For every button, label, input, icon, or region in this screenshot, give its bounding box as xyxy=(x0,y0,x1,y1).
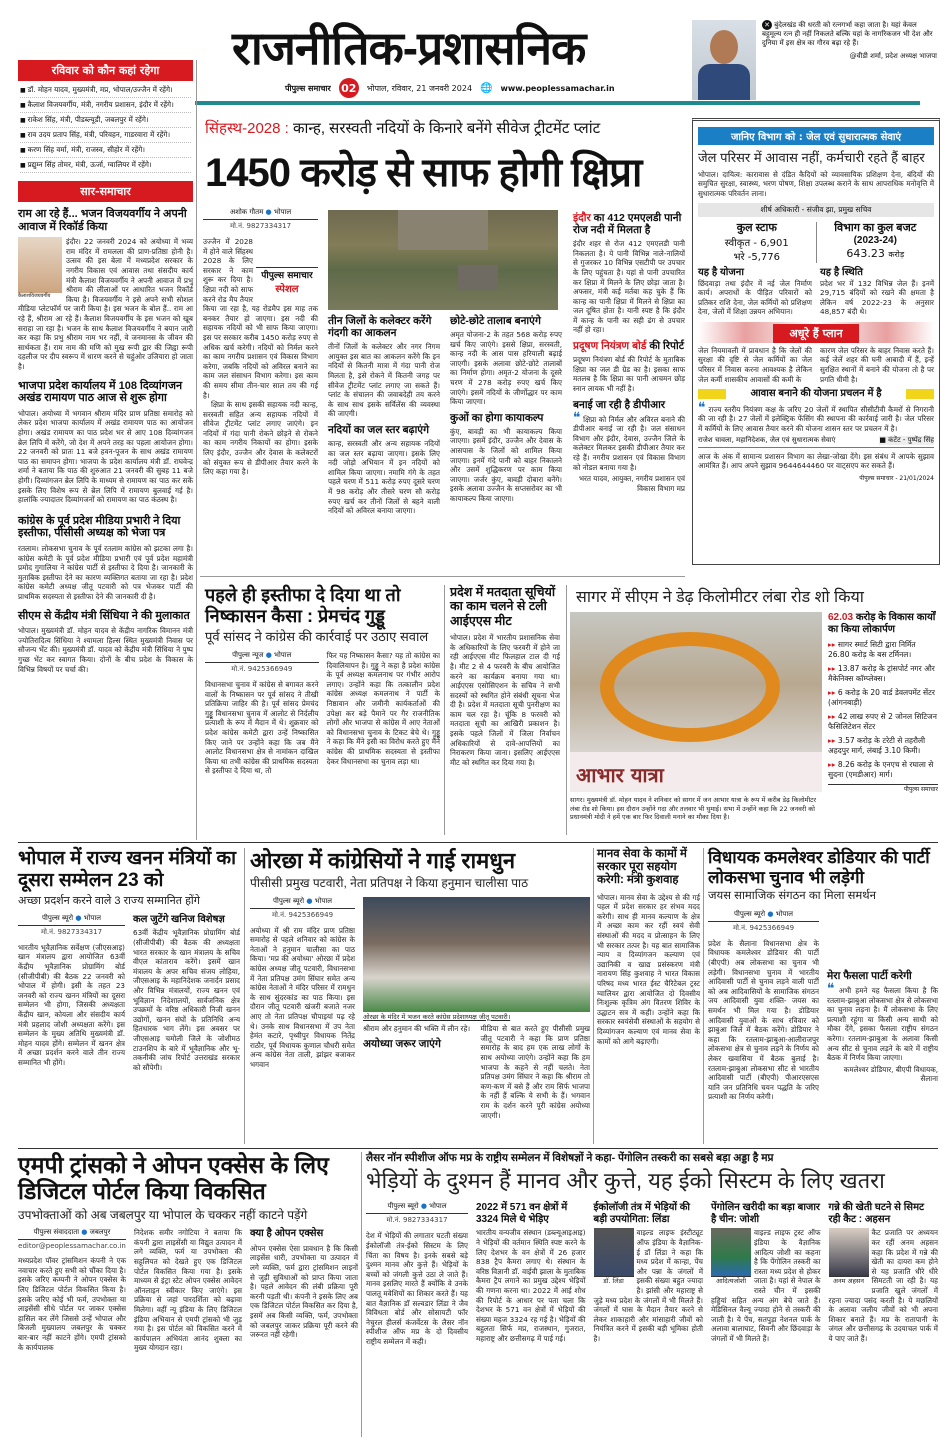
kailash-photo: कैलाशविजयवर्गीय xyxy=(18,237,62,299)
masthead-strip xyxy=(285,78,615,98)
sagar-list xyxy=(828,612,938,793)
article-body: भोपाल। अयोध्या में भगवान श्रीराम मंदिर प्राण प्रतिष्ठा समारोह को लेकर प्रदेश भाजपा कार्यालय में अखंड रामायण पाठ का आयोजन होगा। अखंड रामायण का पाठ प्रदेश भर से आए 108 दिव्यांगजन ब्रेल लिपि में करेंगे, जो देश में अपने तरह का पहला आयोजन होगा। 22 जनवरी को प्रातः 11 बजे हवन-पूजन के साथ अखंड रामायण पाठ का समापन होगा। भाजपा के प्रदेश कार्यालय मंत्री डॉ. राघवेन्द्र शर्मा ने बताया कि पाठ की शुरुआत 21 जनवरी की सुबह 11 बजे होगी। दिव्यांगजन ब्रेल लिपि के माध्यम से रामायण का पाठ कर सकें इसके लिए विशेष रूप से ब्रेल लिपि में रामायण बुलवाई गई है। हालांकि ज्यादातर दिव्यांगजनों को रामायण का पाठ कंठस्थ है। xyxy=(18,408,193,505)
article-body: निदेशक समीर नगोटिया ने बताया कि कंपनी द्वारा लाइसेंसी या विद्युत उत्पादन में लगे व्यक्ति, फर्म या उपभोक्ता की सहूलियत को देखते हुए एक डिजिटल पोर्टल विकसित किया गया है। इसके माध्यम से इंट्रा स्टेट ओपन एक्सेस आवेदन ऑनलाइन स्वीकार किए जाएंगे। इस प्रक्रिया से जहां पारदर्शिता को बढ़ावा मिलेगा। वहीं न्यू इंडिया के लिए डिजिटल इंडिया अभियान से एमपी ट्रांसको भी जुड़ गया है। इस पोर्टल को विकसित करने में कार्यपालन अभियंता आनंद शुक्ला का मुख्य योगदान रहा। xyxy=(134,1228,242,1353)
dept-intro: भोपाल। दायित्व: कारावास से दंडित कैदियों को व्यावसायिक प्रशिक्षण देना, बंदियों की समुचित सुरक्षा, स्वास्थ्य, भरण पोषण, शिक्षा उपलब्ध कराने के साथ आपराधिक मनोवृत्ति में सुधारात्मक परिवर्तन लाना। xyxy=(698,169,934,198)
subsection-heading: यह है स्थिति xyxy=(820,267,863,279)
article-body: रतलाम। लोकसभा चुनाव के पूर्व रतलाम कांग्रेस को झटका लगा है। कांग्रेस कमेटी के पूर्व प्रदेश मीडिया प्रभारी एवं पूर्व प्रदेश महामंत्री प्रमोद गुगालिया ने कांग्रेस पार्टी से इस्तीफा दे दिया है। जानकारी के मुताबिक इस्तीफा देने का कारण व्यक्तिगत बताया जा रहा है। प्रदेश कांग्रेस कमेटी अध्यक्ष जीतू पटवारी को पत्र भेजकर पार्टी की प्राथमिक सदस्यता से इस्तीफा देने की जानकारी दी है। xyxy=(18,544,193,602)
byline: पीपुल्स ब्यूरो ● भोपाल xyxy=(366,1202,468,1214)
subsection-heading: कुओं का होगा कायाकल्प xyxy=(450,411,544,424)
dept-headline: जेल परिसर में आवास नहीं, कर्मचारी रहते हैं बाहर xyxy=(698,150,925,165)
subsection-heading: गन्ने की खेती घटने से सिमट रही कैट : अहसन xyxy=(828,1202,925,1225)
banner-text: आभार यात्रा xyxy=(576,763,664,787)
premchand-story xyxy=(205,585,440,776)
column-divider xyxy=(566,585,567,835)
list-item: ▸▸ 42 लाख रुपए से 2 जोनल सिटिजन फैसिलिटेशन सेंटर xyxy=(828,712,938,732)
article-headline: राम आ रहे हैं... भजन विजयवर्गीय ने अपनी आवाज में रिकॉर्ड किया xyxy=(18,208,187,233)
article-body: इंदौर शहर से रोज 412 एमएलडी पानी निकलता है। ये पानी विभिन्न नाले-नालियों से गुजरकर 10 विभिन्न एसटीपी पर उपचार के लिए पहुंचता है। यहां से पानी उपचारित कर क्षिप्रा में मिलने के लिए छोड़ा जाता है। अफसर, मंत्री कई मर्तबा कह चुके हैं कि कान्ह का पानी क्षिप्रा में मिलने से क्षिप्रा का जल दूषित होता है। यानी स्पष्ट है कि इंदौर में कान्ह के पानी का सही ढंग से उपचार नहीं हो रहा। xyxy=(573,239,685,335)
article-body: कारण जेल परिसर के बाहर निवास करते हैं। कई जेलें शहर की घनी आबादी में हैं, इन्हें सुरक्षित स्थानों में बनाने की योजना तो है पर प्रगति धीमी है। xyxy=(820,345,934,384)
page-number: 02 xyxy=(339,78,359,98)
byline: पीपुल्स ब्यूरो ● भोपाल xyxy=(18,914,125,926)
quote-icon: ❝ xyxy=(573,409,581,426)
article-body: अमृत योजना-2 के तहत 568 करोड़ रुपए खर्च किए जाएंगे। इससे क्षिप्रा, सरस्वती, कान्ह नदी के आस पास हरियाली बढ़ाई जाएगी। इसके अलावा छोटे-छोटे तालाबों का निर्माण होगा। अमृत-2 योजना के दूसरे चरण में 278 करोड़ रुपए खर्च किए जाएंगे। इसमें नदियों के जीर्णोद्धार पर काम किया जाएगा। xyxy=(450,330,562,407)
budget-stat: विभाग का कुल बजट (2023-24) 643.23 करोड़ xyxy=(834,222,917,260)
column-divider xyxy=(361,1152,362,1437)
subsection-heading: बनाई जा रही है डीपीआर xyxy=(573,398,666,411)
lead-col-3 xyxy=(450,315,562,504)
voter-story xyxy=(450,585,560,767)
article-subhead: जयस सामाजिक संगठन का मिला समर्थन xyxy=(708,890,877,903)
article-body: प्रदेश भर में 132 विभिन्न जेल हैं। इनमें 29,715 बंदियों को रखने की क्षमता है लेकिन वर्ष 2022-23 के अनुसार 48,857 बंदी थे। xyxy=(820,278,934,317)
x-icon: ✕ xyxy=(762,20,772,30)
subsection-heading: कल जुटेंगे खनिज विशेषज्ञ xyxy=(133,913,225,925)
mobile-number: मो.नं. 9827334317 xyxy=(40,927,103,936)
dept-banner: जानिए विभाग को : जेल एवं सुधारात्मक सेवाएं xyxy=(698,127,934,145)
byline: पीपुल्स न्यूज ● भोपाल xyxy=(205,651,319,663)
shipra-river-photo xyxy=(328,210,558,310)
quote-icon: ❝ xyxy=(698,399,706,416)
subsection-heading: 2022 में 571 वन क्षेत्रों में 3324 मिले थे भेड़िए xyxy=(476,1202,568,1225)
masthead-rule xyxy=(195,101,920,105)
article-body: वाइल्ड लाइफ ट्रस्ट ऑफ इंडिया के वैज्ञानिक आदित्य जोशी का कहना है कि पेंगोलिन तस्करी का रास्ता मध्य प्रदेश से होकर जाता है। यहां से नेपाल के रास्ते चीन में इसकी हड्डियां सहित अन्य अंग बेचे जाते हैं। मेडिसिनल वैल्यू ज्यादा होने से तस्करी की जाती है। ये पेंच, सतपुड़ा नेशनल पार्क के अलावा बालाघाट, सिवनी और छिंदवाड़ा के जंगलों में भी मिलते हैं। xyxy=(711,1228,821,1343)
section-title: राजनीतिक-प्रशासनिक xyxy=(232,22,586,74)
article-body: मीडिया से बात करते हुए पीसीसी प्रमुख जीतू पटवारी ने कहा कि प्राण प्रतिष्ठा समारोह के बाद हम एक लाख लोगों के साथ अयोध्या जाएंगे। उन्होंने कहा कि हम भाजपा के कहने से नहीं चलते। नेता प्रतिपक्ष उमंग सिंघार ने कहा कि श्रीराम तो कण-कण में बसे हैं और राम सिर्फ भाजपा के नहीं हैं बल्कि ये सभी के हैं। भगवान राम के दर्शन करने पूरी कांग्रेस अयोध्या जाएगी। xyxy=(480,1024,590,1120)
list-heading: 62.03 करोड़ के विकास कार्यों का किया लोकार्पण xyxy=(828,612,936,635)
roadshow-caption: सागर। मुख्यमंत्री डॉ. मोहन यादव ने शनिवार को सागर में जन आभार यात्रा के रूप में करीब डेढ़ किलोमीटर लंबा रोड शो किया। इस दौरान उन्होंने गदा और तलवार भी घुमाई। सभा में उन्होंने कहा कि 22 जनवरी को प्रधानमंत्री मोदी ने हमें एक बार फिर दिवाली मनाने का मौका दिया है। xyxy=(570,796,817,821)
column-divider xyxy=(196,60,197,840)
article-body: भोपाल। मुख्यमंत्री डॉ. मोहन यादव से केंद्रीय नागरिक विमानन मंत्री ज्योतिरादित्य सिंधिया ने श्यामला हिल्स स्थित मुख्यमंत्री निवास पर सौजन्य भेंट की। मुख्यमंत्री डॉ. यादव को केंद्रीय मंत्री सिंधिया ने पुष्प गुच्छ भेंट कर स्वागत किया। दोनों के बीच प्रदेश के विकास के विभिन्न विषयों पर चर्चा की। xyxy=(18,626,193,674)
article-headline: कांग्रेस के पूर्व प्रदेश मीडिया प्रभारी ने दिया इस्तीफा, पीसीसी अध्यक्ष को भेजा पत्र xyxy=(18,514,181,540)
transco-story xyxy=(18,1152,358,1353)
lead-col-4 xyxy=(573,212,685,493)
dodiyar-story xyxy=(708,848,938,1135)
article-headline: एमपी ट्रांसको ने ओपन एक्सेस के लिए डिजिटल पोर्टल किया विकसित xyxy=(18,1152,329,1205)
column-divider xyxy=(244,848,245,1144)
quote: ❝ राज्य स्तरीय नियंत्रण कक्ष के जरिए 20 जेलों में स्थापित सीसीटीवी कैमरों से निगरानी की जा रही है। 27 जेलों में इलेक्ट्रिक फेंसिंग की स्थापना की कार्रवाई जारी है। जेल परिसर में कर्मियों के लिए आवास तैयार करने की योजना शासन स्तर पर प्रचलन में है। xyxy=(698,399,934,433)
list-item: ▸▸ सागर स्मार्ट सिटी द्वारा निर्मित 26.80 करोड़ के बस टर्मिनल। xyxy=(828,640,938,660)
subsection-heading: अयोध्या जरूर जाएंगे xyxy=(363,1037,441,1050)
linda-photo: डॉ. लिंडा xyxy=(594,1228,634,1286)
email-link[interactable]: editor@peoplessamachar.co.in xyxy=(18,1242,126,1251)
list-item: ■ राकेश सिंह, मंत्री, पीडब्ल्यूडी, जबलपुर में रहेंगे। xyxy=(20,113,191,128)
column-divider xyxy=(593,848,594,1144)
article-headline: प्रदेश में मतदाता सूचियों का काम चलने से टली आईएएस मीट xyxy=(450,585,556,628)
incomplete-plans-label: अधूरे हैं प्लान xyxy=(773,324,858,343)
list-item: ■ डॉ. मोहन यादव, मुख्यमंत्री, मप्र, भोपाल/उज्जैन में रहेंगे। xyxy=(20,83,191,98)
list-item: ■ करण सिंह वर्मा, मंत्री, राजस्व, सीहोर में रहेंगे। xyxy=(20,143,191,158)
article-kicker: लैसर नॉन स्पीशीज ऑफ मप्र के राष्ट्रीय सम्मेलन में विशेषज्ञों ने कहा- पेंगोलिन तस्करी का सबसे बड़ा अड्डा है मप्र xyxy=(366,1152,774,1164)
subsection-heading: नदियों का जल स्तर बढ़ाएंगे xyxy=(328,423,430,436)
article-subhead: अच्छा प्रदर्शन करने वाले 3 राज्य सम्मानित होंगे xyxy=(18,894,200,907)
article-body: प्रदूषण नियंत्रण बोर्ड की रिपोर्ट के मुताबिक क्षिप्रा का जल डी ग्रेड का है। इसका साफ मतलब है कि क्षिप्रा का पानी आचमन छोड़ स्नान लायक भी नहीं है। xyxy=(573,355,685,393)
mobile-number: मो.नं. 9425366949 xyxy=(231,664,293,673)
article-body: ओपन एक्सेस ऐसा प्रावधान है कि किसी लाइसेंस धारी, उपभोक्ता या उत्पादन में लगे व्यक्ति, फर्म द्वारा ट्रांसमिशन लाइनों से जुड़ी सुविधाओं को प्राप्त किया जाता है। पहले आवेदन की लंबी प्रक्रिया पूरी करनी पड़ती थी। कंपनी ने इसके लिए अब एक डिजिटल पोर्टल विकसित कर दिया है, इसमें अब किसी व्यक्ति, फर्म, उपभोक्ता को जबलपुर जाकर प्रक्रिया पूरी करने की जरूरत नहीं रहेगी। xyxy=(250,1243,358,1340)
article-headline: भोपाल में राज्य खनन मंत्रियों का दूसरा सम्मेलन 23 को xyxy=(18,848,237,891)
byline: पीपुल्स ब्यूरो ● भोपाल xyxy=(708,910,819,922)
website-link[interactable]: www.peoplessamachar.in xyxy=(500,83,615,93)
subsection-heading: ईकोलॉजी तंत्र में भेड़ियों की बड़ी उपयोगिता: लिंडा xyxy=(593,1202,691,1225)
left-column xyxy=(18,60,193,674)
quote: ❝ क्षिप्रा को निर्मल और अविरल बनाने की डीपीआर बनाई जा रही है। जल संसाधन विभाग और इंदौर, देवास, उज्जैन जिले के कलेक्टर मिलकर इसकी डीपीआर तैयार कर रहे हैं। नगरीय प्रशासन एवं विकास विभाग को नोडल बनाया गया है। xyxy=(573,409,685,472)
joshi-photo: आदित्यजोशी xyxy=(711,1228,751,1286)
dept-stats xyxy=(698,222,934,263)
divider xyxy=(18,1148,938,1149)
schedule-list xyxy=(18,81,193,175)
divider xyxy=(200,576,685,577)
page-stamp: पीपुल्स समाचार - 21/01/2024 xyxy=(859,474,934,482)
article-subhead: उपभोक्ताओं को अब जबलपुर या भोपाल के चक्कर नहीं काटने पड़ेंगे xyxy=(18,1207,308,1222)
reader-note: आज के अंक में सामान्य प्रशासन विभाग का लेखा-जोखा देंगे। इस संबंध में आपके सुझाव आमंत्रित हैं। आप अपने सुझाव 9644644460 पर वाट्सएप कर सकते हैं। xyxy=(698,451,934,471)
article-body: प्रदेश के सैलाना विधानसभा क्षेत्र के विधायक कमलेश्वर डोडियार की पार्टी (बीएपी) अब लोकसभा का चुनाव भी लड़ेगी। विधानसभा चुनाव में भारतीय आदिवासी पार्टी से चुनाव लड़ने वाली पार्टी को अब आदिवासियों के सामाजिक संगठन जय आदिवासी युवा शक्ति- जयस का समर्थन भी मिल गया है। डोडियार आदिवासी युवाओं के साथ रविवार को झाबुआ जिले में बैठक करेंगे। डोडियार ने कहा कि रतलाम-झाबुआ-आलीराजपुर लोकसभा क्षेत्र से चुनाव लड़ने के निर्णय को लेकर खवासिया में बैठक बुलाई है। रतलाम-झाबुआ लोकसभा सीट से भारतीय आदिवासी पार्टी (बीएपी) पीआरएसएस यानि जन प्रतिनिधि चयन पद्धति के जरिए प्रत्याशी का निर्णय करेगी। xyxy=(708,938,819,1102)
article-headline: मानव सेवा के कामों में सरकार पूरा सहयोग करेगी: मंत्री कुशवाह xyxy=(597,848,687,887)
subsection-heading: प्रदूषण नियंत्रण बोर्ड की रिपोर्ट xyxy=(573,340,685,353)
article-subhead: पीसीसी प्रमुख पटवारी, नेता प्रतिपक्ष ने किया हनुमान चालीसा पाठ xyxy=(250,876,529,891)
byline: पीपुल्स ब्यूरो ● भोपाल xyxy=(250,897,355,909)
list-item: ■ राव उदय प्रताप सिंह, मंत्री, परिवहन, गाडरवारा में रहेंगे। xyxy=(20,128,191,143)
article-body: उज्जैन में 2028 में होने वाले सिंहस्थ 2028 के लिए सरकार ने काम शुरू कर दिया है। क्षिप्रा नदी को साफ करने रोड मैप तैयार किया जा रहा है, यह रोडमैप इस माह तक बनकर तैयार हो जाएगा। इस नदी की सहायक नदियों को भी साफ किया जाएगा। इस पर सरकार करीब 1450 करोड़ रुपए से अधिक खर्च करेगी। नदियों को निर्मल करने का काम नगरीय प्रशासन एवं विकास विभाग करेगा, जबकि नदियों को अविरल बनाने का काम जल संसाधन विभाग करेगा। इस काम की समय सीमा तीन-चार साल तय की गई है। xyxy=(203,237,318,400)
roadshow-photo xyxy=(570,612,822,792)
dept-officer: शीर्ष अधिकारी - संजीव झा, प्रमुख सचिव xyxy=(698,203,934,217)
article-body: कैट प्रजाति पर अध्ययन कर रहीं अनम अहसन कहा कि प्रदेश में गन्ने की खेती का दायरा कम होने से यह प्रजाति धीरे धीरे सिमटती जा रही है। यह प्रजाति खुले जंगलों में रहना ज्यादा पसंद करती है। ये मछलियों के अलावा जलीय जीवों को भी अपना शिकार बनाते हैं। मप्र के रातापानी के जंगल और छत्तीसगढ़ के उदयाचल पार्क में ये पाए जाते हैं। xyxy=(828,1228,938,1343)
article-body: भोपाल। प्रदेश में भारतीय प्रशासनिक सेवा के अधिकारियों के लिए फरवरी में होने जा रही आईएएस मीट फिलहाल टाल दी गई है। मीट 2 से 4 फरवरी के बीच आयोजित करने का कार्यक्रम बनाया गया था। आईएएस एसोसिएशन के सचिव ने सभी सदस्यों को स्थगित होने संबंधी सूचना भेज दी है। प्रदेश में मतदाता सूची पुनरीक्षण का काम चल रहा है। चूंकि 8 फरवरी को मतदाता सूची का आखिरी प्रकाशन है। इसके पहले जिलों में जिला निर्वाचन अधिकारियों से दावे-आपत्तियों का निराकरण किया जाना। इसलिए आईएएस मीट को स्थगित कर दिया गया है। xyxy=(450,633,560,767)
article-body: कान्ह, सरस्वती और अन्य सहायक नदियों का जल स्तर बढ़ाया जाएगा। इसके लिए नदी जोड़ो अभियान में इन नदियों को शामिल किया जाएगा। नमामि गंगे के तहत पहले चरण में 511 करोड़ रुपए दूसरे चरण में 98 करोड़ और तीसरे चरण सौ करोड़ रुपए खर्च कर तीनों जिलों से बहने वाली नदियों को अविरल बनाया जाएगा। xyxy=(328,438,440,516)
ahsan-photo: अनम अहसन xyxy=(829,1228,869,1286)
wolves-story xyxy=(366,1152,938,1347)
article-body: छिंदवाड़ा तथा इंदौर में नई जेल निर्माण कार्य। अपराधों के पीड़ित परिवारों को प्रतिकर राशि देना, जेल कर्मियों को प्रशिक्षण देना, जेलों में शिक्षा उन्नयन अभियान। xyxy=(698,278,812,317)
orchha-photo xyxy=(363,897,590,1012)
photo-caption: ओरछा के मंदिर में भजन करते कांग्रेस प्रदेशाध्यक्ष जीतू पटवारी। xyxy=(363,1012,511,1021)
paper-name: पीपुल्स समाचार xyxy=(285,83,331,93)
subsection-heading: तीन जिलों के कलेक्टर करेंगे गंदगी का आकलन xyxy=(328,315,432,340)
quote-icon: ❝ xyxy=(827,980,835,997)
article-body: श्रीराम और हनुमान की भक्ति में लीन रहे। xyxy=(363,1024,471,1034)
byline: पीपुल्स संवाददाता ● जबलपुर xyxy=(18,1228,126,1240)
divider xyxy=(18,842,938,843)
article-body: विधानसभा चुनाव में कांग्रेस से बगावत करने वालों के निष्कासन पर पूर्व सांसद ने तीखी प्रतिक्रिया जाहिर की है। पूर्व सांसद प्रेमचंद गुड्डू विधानसभा चुनाव में आलोट से निर्दलीय प्रत्याशी के रूप में मैदान में थे। शुक्रवार को प्रदेश कांग्रेस कमेटी द्वारा उन्हें निष्कासित किए जाने पर उन्होंने कहा कि जब मैंने आलोट विधानसभा क्षेत्र से नामांकन दाखिल किया था तभी कांग्रेस की प्राथमिक सदस्यता से इस्तीफा दे दिया था, तो xyxy=(205,679,319,776)
subsection-heading: पेंगोलिन खरीदी का बड़ा बाजार है चीन: जोशी xyxy=(711,1202,821,1225)
article-body: वाइल्ड लाइफ इंस्टीट्यूट ऑफ इंडिया के वैज्ञानिक-ई डॉ लिंडा ने कहा कि मध्य प्रदेश में कान्हा, पेंच और पन्ना के जंगलों में इसकी संख्या बहुत ज्यादा है। झांसी और महाराष्ट्र से जुड़े मध्य प्रदेश के जंगलों में भी मिलते हैं। जंगलों में घास के मैदान तैयार करने से लेकर शाकाहारी और मांसाहारी जीवों को नियंत्रित करने में इसकी बड़ी भूमिका होती है। xyxy=(593,1228,703,1343)
article-headline: भेड़ियों के दुश्मन हैं मानव और कुत्ते, यह ईको सिस्टम के लिए खतरा xyxy=(366,1168,885,1194)
mobile-number: मो.नं. 9827334317 xyxy=(229,222,292,230)
list-item: ▸▸ 13.87 करोड़ के ट्रांसपोर्ट नगर और मैकेनिक्स कॉम्प्लेक्स। xyxy=(828,664,938,684)
schedule-title: रविवार को कौन कहां रहेगा xyxy=(18,60,193,81)
staff-stat: कुल स्टाफ स्वीकृत - 6,901 भरे -5,776 xyxy=(698,222,817,263)
article-headline: पहले ही इस्तीफा दे दिया था तो निष्कासन कैसा : प्रेमचंद गुड्डू xyxy=(205,585,401,626)
dept-box xyxy=(692,118,940,565)
article-body: 63वीं केंद्रीय भूवैज्ञानिक प्रोग्रामिंग बोर्ड (सीजीपीबी) की बैठक की अध्यक्षता भारत सरकार के खान मंत्रालय के सचिव वीएल कांताराव करेंगे। इसमें खान मंत्रालय के अपर सचिव संजय लोहिया, जीएसआइ के महानिदेशक जनार्दन प्रसाद और विभिन्न मंत्रालयों, राज्य खनन एवं भूविज्ञान निदेशालयों, सार्वजनिक क्षेत्र उपक्रमों के वरिष्ठ अधिकारी निजी खनन उद्योगों, खनन संघों के प्रतिनिधि अन्य हितधारक भाग लेंगे। इस अवसर पर जीएसआइ चमोली जिले के जोशीमठ टाउनशिप के बारे में भूवैज्ञानिक और भू-तकनीकी जांच रिपोर्ट उत्तराखंड सरकार को सौंपेगी। xyxy=(133,928,240,1072)
masthead-quote: ✕ बुंदेलखंड की धरती को रत्नगर्भा कहा जाता है। यहां केवल बहुमूल्य रत्न ही नहीं निकलते बल्कि यहां के नागरिकजन भी देश और दुनिया में इस क्षेत्र का गौरव बढ़ा रहे हैं। @वीडी शर्मा, प्रदेश अध्यक्ष भाजपा xyxy=(762,21,937,60)
subsection-heading: मेरा फैसला पार्टी करेगी xyxy=(827,969,912,982)
lead-kicker: सिंहस्थ-2028 : कान्ह, सरस्वती नदियों के किनारे बनेंगे सीवेज ट्रीटमेंट प्लांट xyxy=(205,120,601,137)
article-headline: भाजपा प्रदेश कार्यालय में 108 दिव्यांगजन अखंड रामायण पाठ आज से शुरू होगा xyxy=(18,379,183,405)
article-body: कुंए, बावड़ी का भी कायाकल्प किया जाएगा। इसमें इंदौर, उज्जैन और देवास के आसपास के जिलों को शामिल किया जाएगा। इनमें गंदे पानी को बाहर निकालने और उसमें शुद्धिकरण पर काम किया जाएगा। जर्जर कुंए, बावड़ी दोबारा बनेंगे। इसके अलावा उज्जैन के सप्तसरोवर का भी कायाकल्प किया जाएगा। xyxy=(450,426,562,504)
article-body: इंदौर। 22 जनवरी 2024 को अयोध्या में भव्य राम मंदिर में रामलला की प्राण-प्रतिष्ठा होनी है। उत्सव की इस बेला में मध्यप्रदेश सरकार के नगरीय विकास एवं आवास तथा संसदीय कार्य मंत्री कैलाश विजयवर्गीय ने अपनी आवाज में प्रभु श्रीराम की लीलाओं पर आधारित भजन रिकॉर्ड किया है। विजयवर्गीय ने इसे अपने सभी सोशल मीडिया प्लेटफॉर्म पर जारी किया है। इस भजन के बोल हैं.. राम आ रहे हैं, श्रीराम आ रहे हैं। कैलाश विजयवर्गीय के इस भजन को खूब सराहा जा रहा है। भजन के साथ कैलाश विजयवर्गीय ने बयान जारी कर कहा कि प्रभु श्रीराम नाम भर नहीं, वे जनमानस के जीवन की सार्थकता हैं। राम नाम की मणि को मुख रूपी द्वार की जिह्वा रूपी दहलीज पर दीप स्वरूप में धारण करने से चहुंओर उजियारा हो जाता है। xyxy=(18,237,193,371)
list-item: ▸▸ 8.26 करोड़ के एनएच से रघाला से सुदना (एमडीआर) मार्ग। xyxy=(828,760,938,780)
khanan-story xyxy=(18,848,240,1072)
list-item: ■ कैलाश विजयवर्गीय, मंत्री, नगरीय प्रशासन, इंदौर में रहेंगे। xyxy=(20,98,191,113)
subsection-heading: क्या है ओपन एक्सेस xyxy=(250,1228,324,1240)
sar-samachar-title: सार-समाचार xyxy=(18,181,193,202)
article-body: भोपाल। मानव सेवा के उद्देश्य से की गई पहल में प्रदेश सरकार हर संभव मदद करेगी। साथ ही मानव कल्याण के क्षेत्र में अच्छा काम कर रहीं स्वयं सेवी संस्थाओं की मदद व प्रोत्साहन के लिए भी सरकार तत्पर है। यह बात सामाजिक न्याय व दिव्यांगजन कल्याण एवं उद्यानिकी व खाद्य प्रसंस्करण मंत्री नारायण सिंह कुशवाह ने भारत विकास परिषद मध्य भारत ईस्ट चैरिटेबल ट्रस्ट ग्वालियर द्वारा आयोजित दो दिवसीय निःशुल्क कृत्रिम अंग वितरण शिविर के उद्घाटन सत्र में कही। उन्होंने कहा कि सरकार स्वयंसेवी संस्थाओं के सहयोग से दिव्यांगजन कल्याण एवं मानव सेवा के कामों को आगे बढ़ाएगी। xyxy=(597,892,700,1046)
special-badge: पीपुल्स समाचार स्पेशल xyxy=(256,267,318,295)
article-subhead: पूर्व सांसद ने कांग्रेस की कार्रवाई पर उठाए सवाल xyxy=(205,629,429,645)
column-divider xyxy=(444,585,445,835)
mobile-number: मो.नं. 9425366949 xyxy=(271,910,334,919)
article-body: जेल नियमावली में प्रावधान है कि जेलों की सुरक्षा की दृष्टि से जेल कर्मियों का जेल परिसर में निवास करना आवश्यक है लेकिन जेल कर्मी शासकीय आवासों की कमी के xyxy=(698,345,812,384)
article-body: क्षिप्रा के साथ इसकी सहायक नदी कान्ह, सरस्वती सहित अन्य सहायक नदियों में सीवेज ट्रीटमेंट प्लांट लगाए जाएंगे। इन नदियों में गंदा पानी रोकने छोड़ने से रोकने का काम नगरीय निकायों का होगा। इसके लिए इंदौर, उज्जैन और देवास के कलेक्टरों को संयुक्त रूप से डीपीआर तैयार करने के लिए कहा गया है। xyxy=(203,400,318,477)
article-headline: सीएम से केंद्रीय मंत्री सिंधिया ने की मुलाकात xyxy=(18,609,190,622)
mobile-number: मो.नं. 9425366949 xyxy=(732,923,795,932)
mobile-number: मो.नं. 9827334317 xyxy=(386,1216,448,1225)
article-headline: ओरछा में कांग्रेसियों ने गाई रामधुन xyxy=(250,848,516,873)
article-body: भारतीय वन्यजीव संस्थान (डब्ल्यूआइआइ) ने भेड़ियों की वर्तमान स्थिति स्पष्ट करने के लिए देशभर के वन क्षेत्रों में 26 हजार 838 ट्रैप कैमरा लगाए थे। संस्थान के वरिष्ठ विज्ञानी डॉ. वाईवी झाला के मुताबिक कैमरा ट्रैप लगाने का प्रमुख उद्देश्य भेड़ियों की गणना करना था। 2022 में आई शोध की रिपोर्ट के आधार पर पता चला कि देशभर के 571 वन क्षेत्रों में भेड़ियों की संख्या महज 3324 रह गई है। भेड़ियों की बहुलता सिर्फ मप्र, राजस्थान, गुजरात, महाराष्ट्र और छत्तीसगढ़ में पाई गई। xyxy=(476,1228,586,1343)
quote-author: कमलेश्वर डोडियार, बीएपी विधायक, सैलाना xyxy=(843,1064,938,1084)
manav-story xyxy=(597,848,700,1046)
byline: अशोक गौतम ● भोपाल xyxy=(203,208,318,220)
quote: ❝ अभी हमने यह फैसला किया है कि रतलाम-झाबुआ लोकसभा क्षेत्र से लोकसभा का चुनाव लड़ना है। मैं लोकसभा के लिए प्रत्याशी रहूंगा या किसी अन्य साथी को मौका देंगे, इसका फैसला राष्ट्रीय संगठन करेगा। रतलाम-झाबुआ के अलावा किसी अन्य सीट से चुनाव लड़ने के बारे में राष्ट्रीय बैठक में निर्णय किया जाएगा। xyxy=(827,980,938,1063)
list-item: ▸▸ 6 करोड़ के 20 वार्ड डेवलपमेंट सेंटर (आंगनबाड़ी) xyxy=(828,688,938,708)
list-item: ▸▸ 3.57 करोड़ के टरेटी से तहरौली अहदपुर मार्ग, लंबाई 3.10 किमी। xyxy=(828,736,938,756)
article-body: देश में भेड़ियों की लगातार घटती संख्या ईकोलॉजी तंत्र-ईको सिस्टम के लिए चिंता का विषय है। इनके सबसे बड़े दुश्मन मानव और कुत्ते हैं। भेड़ियों के बच्चों को जंगली कुत्ते उठा ले जाते हैं। मानव इसलिए मारते हैं क्योंकि वे उनके पालतू मवेशियों का शिकार करते हैं। यह बात वैज्ञानिक डॉ सल्वडार लिंडा ने जैव विविधता बोर्ड और सोसायटी फॉर नेचुरल हीलर्स कंजर्वेटस के लैसर नॉन स्पीशीज ऑफ मप्र के दो दिवसीय राष्ट्रीय सम्मेलन में कही। xyxy=(366,1231,468,1346)
subsection-heading: छोटे-छोटे तालाब बनाएंगे xyxy=(450,315,541,327)
subsection-heading: इंदौर का 412 एमएलडी पानी रोज नदी में मिलता है xyxy=(573,212,682,237)
lead-col-2 xyxy=(328,315,440,516)
subsection-heading: यह है योजना xyxy=(698,267,744,279)
column-divider xyxy=(703,848,704,1144)
sagar-headline: सागर में सीएम ने डेढ़ किलोमीटर लंबा रोड शो किया xyxy=(576,589,864,606)
dateline: भोपाल, रविवार, 21 जनवरी 2024 xyxy=(366,83,473,93)
lead-col-1 xyxy=(203,208,318,477)
vd-sharma-photo xyxy=(692,20,756,100)
article-body: भारतीय भूवैज्ञानिक सर्वेक्षण (जीएसआइ) खान मंत्रालय द्वारा आयोजित 63वीं केंद्रीय भूवैज्ञानिक प्रोग्रामिंग बोर्ड (सीजीपीबी) की बैठक 22 जनवरी को भोपाल में होगी। इसी के तहत 23 जनवरी को राज्य खनन मंत्रियों का दूसरा सम्मेलन भी होगा, जिसकी अध्यक्षता केंद्रीय खान, कोयला और संसदीय कार्य मंत्री प्रहलाद जोशी अध्यक्षता करेंगे। इस सम्मेलन के मुख्य अतिथि मुख्यमंत्री डॉ. मोहन यादव होंगे। सम्मेलन में खनन क्षेत्र में अच्छा प्रदर्शन करने वाले तीन राज्य सम्मानित भी होंगे। xyxy=(18,942,125,1067)
article-body: मध्यप्रदेश पॉवर ट्रांसमिशन कंपनी ने एक नवाचार करते हुए सभी को चौंका दिया है। इसके जरिए कम्पनी ने ओपन एक्सेस के लिए डिजिटल पोर्टल विकसित किया है। इसके जरिए कोई भी फर्म, उपभोक्ता या लाइसेंसी सीधे पोर्टल पर जाकर एक्सेस हासिल कर लेंगे जिससे उन्हें भोपाल और बिजली मुख्यालय जबलपुर के चक्कर बार-बार नहीं काटने होंगे। एमपी ट्रांसको के कार्यपालक xyxy=(18,1256,126,1352)
content-credit: ■ कंटेंट - पुष्पेंद्र सिंह xyxy=(879,435,934,444)
quote-author: @वीडी शर्मा, प्रदेश अध्यक्ष भाजपा xyxy=(849,52,937,60)
page-stamp: पीपुल्स समाचार xyxy=(828,784,938,793)
list-item: ■ प्रद्युम्न सिंह तोमर, मंत्री, ऊर्जा, ग्वालियर में रहेंगे। xyxy=(20,158,191,173)
article-body: तीनों जिलों के कलेक्टर और नगर निगम आयुक्त इस बात का आकलन करेंगे कि इन नदियों से कितनी मात्रा में गंदा पानी रोज मिलता है, इसे रोकने में कितनी जगह पर सीवेज ट्रीटमेंट प्लांट लगाए जा सकते हैं। प्लांट के संचालन की जवाबदेही तय करने के साथ साथ इसके सर्विलेंस की व्यवस्था की जाएगी। xyxy=(328,342,440,419)
article-headline: विधायक कमलेश्वर डोडियार की पार्टी लोकसभा चुनाव भी लड़ेगी xyxy=(708,848,930,887)
subsection-heading: आवास बनाने की योजना प्रचलन में है xyxy=(750,388,882,400)
quote-author: भरत यादव, आयुक्त, नगरीय प्रशासन एवं विकास विभाग मप्र xyxy=(578,474,685,493)
article-body: अयोध्या में श्री राम मंदिर प्राण प्रतिष्ठा समारोह से पहले शनिवार को कांग्रेस के नेताओं ने हनुमान चालीसा का पाठ किया। 'मप्र की अयोध्या' ओरछा में प्रदेश कांग्रेस अध्यक्ष जीतू पटवारी, विधानसभा में नेता प्रतिपक्ष उमंग सिंघार समेत अन्य कांग्रेस नेताओं ने मंदिर परिसर में रामधुन के साथ सुंदरकांड का पाठ किया। इस दौरान जीतू पटवारी खंजरी बजाते नजर आए तो नेता प्रतिपक्ष चौपाइयां पढ़ रहे थे। उनके साथ विधानसभा में उप नेता हेमंत कटारे, पृथ्वीपुर विधायक नितेंद्र राठौर, पूर्व विधायक कुणाल चौधरी समेत अन्य कांग्रेस नेता ताली, झांझर बजाकर भगवान xyxy=(250,925,355,1069)
lead-headline: 1450 करोड़ से साफ होगी क्षिप्रा xyxy=(205,151,642,195)
article-body: फिर यह निष्कासन कैसा? यह तो कांग्रेस का दिवालियापन है। गुड्डू ने कहा है प्रदेश कांग्रेस के पूर्व अध्यक्ष कमलनाथ पर गंभीर आरोप लगाए। उन्होंने कहा कि तत्कालीन प्रदेश कांग्रेस अध्यक्ष कमलनाथ ने पार्टी के निष्ठावान और जमीनी कार्यकर्ताओं की उपेक्षा कर बड़े पैमाने पर गैर राजनीतिक लोगों और भाजपा से कांग्रेस में आए नेताओं को विधानसभा चुनाव के टिकट बेचे थे। गुड्डू ने कहा कि मैंने इसी का विरोध करते हुए मैंने कांग्रेस की प्राथमिक सदस्यता से इस्तीफा देकर विधानसभा का चुनाव लड़ा था। xyxy=(326,650,440,766)
globe-icon: 🌐 xyxy=(480,82,493,94)
orchha-story xyxy=(250,848,590,1120)
quote-author: राजेश चावला, महानिदेशक, जेल एवं सुधारात्मक सेवाएं xyxy=(698,435,836,444)
